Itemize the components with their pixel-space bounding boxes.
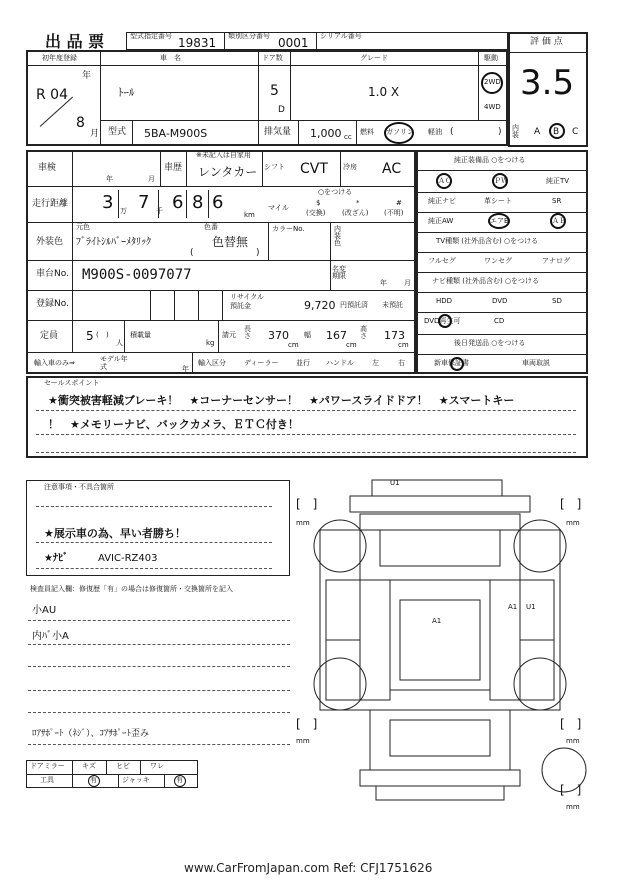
car-name: ﾄｰﾙ (118, 86, 135, 99)
mileage-digit: 7 (138, 192, 150, 213)
fuel-gasoline: ガソリン (386, 128, 414, 136)
repaint-value: 色替無 (212, 235, 249, 249)
mileage-digits (96, 190, 236, 218)
tire-mm-spare: mm (566, 803, 580, 811)
sales-box (26, 376, 588, 458)
tire-mm-rl: mm (296, 737, 310, 745)
sales-line-1: ★衝突被害軽減ブレーキ！ ★コーナーセンサー！ ★パワースライドドア！ ★スマートキー (48, 394, 515, 407)
mileage-unknown-b: (不明) (384, 209, 404, 217)
specs-box (26, 150, 416, 374)
history-value: レンタカー (198, 165, 258, 179)
recycle-label: リサイクル預託金 (230, 293, 265, 311)
request-label: 請元 (222, 331, 236, 339)
history-note: ※未記入は自家用 (196, 151, 251, 159)
diagram-mark-u1-right: U1 (526, 603, 536, 611)
fuel-label: 燃料 (360, 128, 374, 136)
import-class-label: 輸入区分 (198, 359, 226, 367)
model-year-label: モデル年式 (100, 355, 128, 372)
name-change-year: 年 (380, 279, 387, 287)
recycle-deposited: 円預託済 (340, 301, 368, 309)
ext-color-label: 外装色 (36, 237, 64, 247)
later-warranty: 新車保証書 (434, 359, 469, 367)
genuine-label: 純正装備品 ○をつける (454, 156, 526, 164)
width-value: 167 (326, 329, 347, 342)
capacity-bracket-r: ) (106, 331, 109, 339)
int-color-label: 内装色 (334, 225, 341, 247)
capacity-label: 定員 (40, 331, 59, 341)
import-dealer: ディーラー (244, 359, 279, 367)
fuel-bracket-l: ( (450, 127, 454, 137)
mileage-label: 走行距離 (32, 199, 69, 209)
inspector-line-1: 小AU (32, 605, 57, 616)
legend-mirror: ドアミラー (30, 762, 65, 770)
drive-4wd: 4WD (484, 103, 501, 111)
inspector-line-2: 内ﾊﾞ小A (32, 631, 69, 642)
diagram-mark-u1-top: U1 (390, 479, 400, 487)
handle-label: ハンドル (326, 359, 354, 367)
import-parallel: 並行 (296, 359, 310, 367)
type-no-label: 型式指定番号 (130, 32, 172, 40)
chassis-value: M900S-0097077 (82, 267, 192, 283)
navi-sd: SD (552, 297, 562, 305)
year-unit: 年 (82, 71, 92, 81)
tv-label: TV種類 (社外品含む) ○をつける (436, 237, 539, 245)
legend-jack: ジャッキ (122, 776, 150, 784)
tv-analog: アナログ (542, 257, 570, 265)
mileage-unknown-a: # (396, 199, 402, 207)
diagram-mark-a1-right: A1 (508, 603, 518, 611)
capacity-value: 5 (86, 329, 94, 343)
ac-label: 冷房 (343, 163, 357, 171)
mileage-digit: 8 (192, 192, 204, 213)
notes-label: 注意事項・不具合箇所 (44, 483, 114, 491)
fuel-bracket-r: ) (498, 127, 502, 137)
chassis-label: 車台No. (36, 269, 69, 279)
model-label: 型式 (108, 127, 127, 137)
height-cm: cm (398, 341, 409, 349)
inspection-year: 年 (106, 175, 113, 183)
equip-tv: 純正TV (546, 177, 570, 185)
displacement-cc: cc (344, 133, 352, 141)
footer-watermark: www.CarFromJapan.com Ref: CFJ1751626 (184, 861, 433, 875)
later-manual: 車両取説 (522, 359, 550, 367)
first-reg-label: 初年度登録 (42, 54, 77, 62)
equip-navi: 純正ナビ (428, 197, 456, 205)
recycle-value: 9,720 (304, 299, 336, 312)
notes-line-2b: AVIC-RZ403 (98, 553, 158, 564)
recycle-not: 未預託 (382, 301, 403, 309)
sheet-title: 出 品 票 (45, 32, 105, 51)
doors-sub: D (278, 105, 285, 115)
handle-right: 右 (398, 359, 405, 367)
tire-mm-rr: mm (566, 737, 580, 745)
model-year-unit: 年 (182, 365, 189, 373)
equip-airbag: エアB (490, 217, 509, 225)
mileage-km: km (244, 211, 255, 219)
score-value: 3.5 (520, 63, 575, 103)
mileage-man: 万 (120, 207, 127, 215)
tire-mm-fr: mm (566, 519, 580, 527)
capacity-bracket: ( (96, 331, 99, 339)
navi-cd: CD (494, 317, 505, 325)
length-value: 370 (268, 329, 289, 342)
ac-value: AC (382, 161, 402, 177)
shift-value: CVT (300, 161, 328, 177)
month-unit: 月 (90, 129, 100, 139)
legend-tools-ari: 有 (90, 776, 97, 784)
navi-dvdplay: DVD再生可 (424, 317, 461, 325)
sales-label: セールスポイント (44, 379, 100, 387)
sales-line-2: ！ ★メモリーナビ、バックカメラ、ＥＴＣ付き！ (48, 418, 299, 431)
type-no: 19831 (178, 36, 217, 50)
color-code-label: カラーNo. (272, 225, 305, 233)
diagram-mark-a1-center: A1 (432, 617, 442, 625)
tire-bracket-rl: [ ] (296, 717, 318, 731)
mileage-thousand: 千 (156, 207, 163, 215)
tire-bracket-rr: [ ] (560, 717, 582, 731)
mileage-mile: マイル (268, 204, 289, 212)
handle-left: 左 (372, 359, 379, 367)
height-value: 173 (384, 329, 405, 342)
mileage-digit: 6 (172, 192, 184, 213)
history-label: 車歴 (164, 163, 183, 173)
name-change-month: 月 (404, 279, 411, 287)
height-label: 高さ (360, 325, 367, 340)
shift-label: シフト (264, 163, 285, 171)
mileage-circle-note: ○をつける (318, 188, 353, 196)
notes-line-1: ★展示車の為、早い者勝ち！ (44, 527, 186, 540)
import-label: 輸入車のみ⇒ (34, 359, 75, 367)
car-name-label: 車 名 (160, 54, 181, 62)
legend-jack-ari: 有 (176, 776, 183, 784)
class-no-label: 類別区分番号 (228, 32, 270, 40)
navi-label: ナビ種類 (社外品含む) ○をつける (432, 277, 540, 285)
tv-oneseg: ワンセグ (484, 257, 512, 265)
interior-grade-c: C (572, 127, 579, 137)
legend-hibi: ヒビ (116, 762, 130, 770)
equip-pw: ＰＷ (494, 177, 508, 185)
drive-label: 駆動 (484, 54, 498, 62)
navi-hdd: HDD (436, 297, 453, 305)
mileage-altered-b: (改ざん) (342, 209, 369, 217)
load-label: 積載量 (130, 331, 151, 339)
capacity-unit: 人 (116, 339, 123, 347)
mileage-altered-a: * (356, 199, 360, 207)
tire-bracket-fl: [ ] (296, 497, 318, 511)
score-label: 評 価 点 (530, 37, 563, 47)
width-cm: cm (346, 341, 357, 349)
grade-value: 1.0 X (368, 85, 400, 99)
ext-color: ﾌﾞﾗｲﾄｼﾙﾊﾞｰﾒﾀﾘｯｸ (76, 237, 151, 248)
orig-color-label: 元色 (76, 223, 90, 231)
tire-bracket-spare: [ ] (560, 783, 582, 797)
registration-era: R 04 (36, 87, 68, 103)
interior-label: 内装 (512, 124, 519, 139)
color-no-label: 色番 (204, 223, 218, 231)
legend-ware: ワレ (150, 762, 164, 770)
equip-aw: 純正AW (428, 217, 454, 225)
doors-value: 5 (270, 83, 279, 99)
fuel-oil-label: 軽油 (428, 128, 442, 136)
inspector-last: ﾛｱｻﾎﾟｰﾄ（ﾈｼﾞ）、ｺｱｻﾎﾟｰﾄ歪み (32, 729, 150, 739)
mileage-digit: 6 (212, 192, 224, 213)
class-no: 0001 (278, 36, 309, 50)
serial-label: シリアル番号 (320, 32, 362, 40)
mileage-exchange-b: (交換) (306, 209, 326, 217)
length-cm: cm (288, 341, 299, 349)
reg-label: 登録No. (36, 299, 69, 309)
tire-mm-fl: mm (296, 519, 310, 527)
width-label: 幅 (304, 331, 311, 339)
legend-tools: 工具 (40, 776, 54, 784)
equip-ac: ＡＣ (438, 177, 452, 185)
inspector-label: 検査員記入欄：修復歴「有」の場合は修復箇所・交換箇所を記入 (30, 585, 233, 593)
legend-kizu: キズ (82, 762, 96, 770)
length-label: 長さ (244, 325, 251, 340)
later-label: 後日発送品 ○をつける (454, 339, 526, 347)
repaint-bracket-l: ( (190, 248, 194, 258)
car-damage-diagram (290, 470, 590, 830)
drive-2wd: 2WD (484, 78, 501, 86)
interior-grade-b: B (553, 127, 560, 137)
equip-ab: ＡＢ (552, 217, 566, 225)
name-change-label: 名変期限 (332, 265, 346, 280)
equip-sr: SR (552, 197, 562, 205)
displacement: 1,000 (310, 127, 342, 140)
doors-label: ドア数 (262, 54, 283, 62)
registration-month: 8 (76, 115, 85, 131)
mileage-exchange-a: $ (316, 199, 321, 207)
displacement-label: 排気量 (264, 127, 292, 137)
tv-fullseg: フルセグ (428, 257, 456, 265)
tire-bracket-fr: [ ] (560, 497, 582, 511)
load-kg: kg (206, 339, 215, 347)
inspection-month: 月 (148, 175, 155, 183)
inspection-label: 車検 (38, 163, 57, 173)
mileage-digit: 3 (102, 192, 114, 213)
navi-dvd: DVD (492, 297, 508, 305)
repaint-bracket-r: ) (256, 248, 260, 258)
interior-grade-a: A (534, 127, 541, 137)
model-value: 5BA-M900S (144, 127, 208, 140)
notes-line-2a: ★ﾅﾋﾞ (44, 553, 68, 564)
equip-leather: 革シート (484, 197, 512, 205)
grade-label: グレード (360, 54, 388, 62)
